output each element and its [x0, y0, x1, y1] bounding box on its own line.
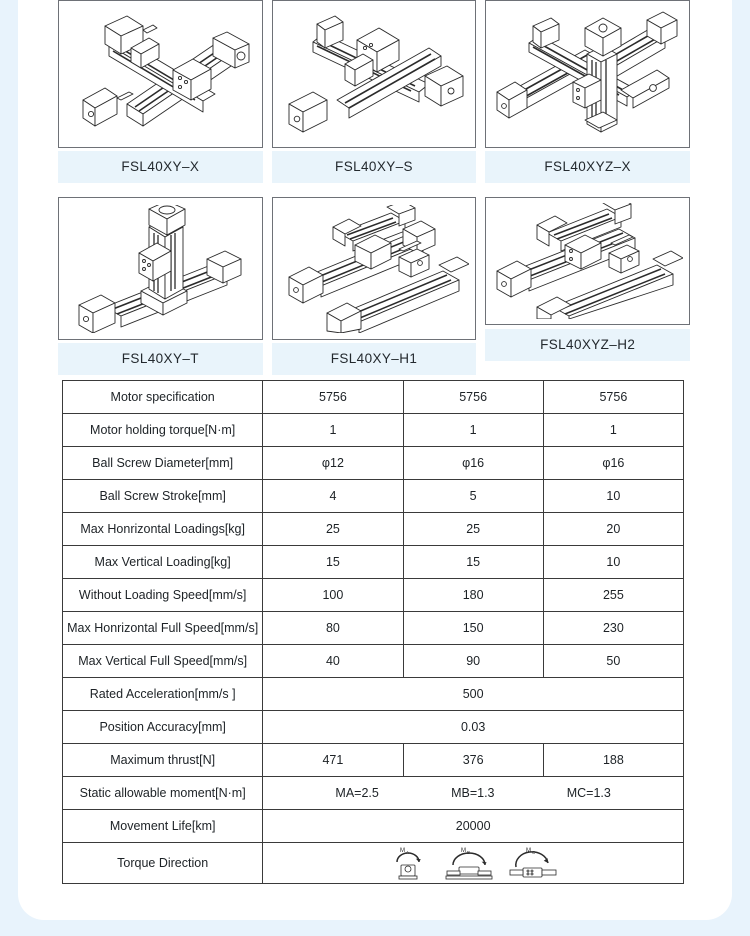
table-row — [63, 645, 684, 678]
row-value-3: 10 — [543, 546, 683, 579]
xy-gantry-t-diagram — [65, 205, 255, 333]
row-value-1: 1 — [263, 414, 403, 447]
row-label: Ball Screw Diameter[mm] — [63, 447, 263, 480]
row-value-2: 5756 — [403, 381, 543, 414]
row-label: Motor holding torque[N·m] — [63, 414, 263, 447]
row-value-1: 25 — [263, 513, 403, 546]
table-row — [63, 744, 684, 777]
table-row — [63, 513, 684, 546]
row-label: Motor specification — [63, 381, 263, 414]
product-card-4[interactable] — [272, 197, 477, 375]
table-row — [63, 579, 684, 612]
row-value-3: 50 — [543, 645, 683, 678]
row-value-3: φ16 — [543, 447, 683, 480]
product-figure-2 — [485, 0, 690, 148]
product-caption-3: FSL40XY–T — [58, 343, 263, 375]
row-value-1: 80 — [263, 612, 403, 645]
product-figure-3 — [58, 197, 263, 340]
row-label: Max Honrizontal Full Speed[mm/s] — [63, 612, 263, 645]
table-row — [63, 678, 684, 711]
torque-mb-icon — [441, 843, 497, 883]
product-card-2[interactable] — [485, 0, 690, 183]
row-value-3: 255 — [543, 579, 683, 612]
row-label: Rated Acceleration[mm/s ] — [63, 678, 263, 711]
row-value-1: 5756 — [263, 381, 403, 414]
row-value-2: 5 — [403, 480, 543, 513]
row-value-1: 4 — [263, 480, 403, 513]
xyz-gantry-h2-diagram — [493, 203, 683, 319]
row-value-torque — [263, 843, 684, 884]
product-figure-5 — [485, 197, 690, 325]
specification-table-body — [63, 381, 684, 884]
row-value-2: 15 — [403, 546, 543, 579]
row-value-1: 100 — [263, 579, 403, 612]
row-value-2: φ16 — [403, 447, 543, 480]
product-figure-1 — [272, 0, 477, 148]
row-value-2: 90 — [403, 645, 543, 678]
product-row-1 — [58, 0, 690, 183]
product-caption-2: FSL40XYZ–X — [485, 151, 690, 183]
row-label: Position Accuracy[mm] — [63, 711, 263, 744]
product-gallery — [58, 0, 690, 375]
torque-mb-label: M — [461, 848, 467, 854]
specification-table-wrap — [62, 380, 684, 884]
product-caption-4: FSL40XY–H1 — [272, 343, 477, 375]
product-caption-5: FSL40XYZ–H2 — [485, 329, 690, 361]
torque-mc-icon — [506, 843, 560, 883]
svg-text:C: C — [532, 850, 536, 855]
xy-gantry-diagram — [65, 8, 255, 140]
product-card-5[interactable] — [485, 197, 690, 361]
row-value-2: 180 — [403, 579, 543, 612]
row-label: Movement Life[km] — [63, 810, 263, 843]
svg-text:B: B — [467, 850, 471, 855]
moment-ma: MA=2.5 — [335, 786, 379, 800]
table-row — [63, 843, 684, 884]
table-row — [63, 546, 684, 579]
row-value-merged: 500 — [263, 678, 684, 711]
row-value-1: φ12 — [263, 447, 403, 480]
row-value-3: 1 — [543, 414, 683, 447]
row-value-moment — [263, 777, 684, 810]
table-row — [63, 480, 684, 513]
moment-mc: MC=1.3 — [566, 786, 611, 800]
table-row — [63, 777, 684, 810]
row-value-1: 40 — [263, 645, 403, 678]
product-caption-1: FSL40XY–S — [272, 151, 477, 183]
product-figure-4 — [272, 197, 477, 340]
table-row — [63, 810, 684, 843]
torque-mc-label: M — [526, 848, 532, 854]
row-value-3: 10 — [543, 480, 683, 513]
row-value-2: 1 — [403, 414, 543, 447]
product-card-3[interactable] — [58, 197, 263, 375]
row-label: Max Vertical Loading[kg] — [63, 546, 263, 579]
specification-table — [62, 380, 684, 884]
row-value-3: 5756 — [543, 381, 683, 414]
table-row — [63, 612, 684, 645]
row-value-merged: 20000 — [263, 810, 684, 843]
xy-gantry-s-diagram — [279, 8, 469, 140]
table-row — [63, 414, 684, 447]
product-figure-0 — [58, 0, 263, 148]
row-label: Without Loading Speed[mm/s] — [63, 579, 263, 612]
row-label: Max Vertical Full Speed[mm/s] — [63, 645, 263, 678]
product-card-1[interactable] — [272, 0, 477, 183]
row-value-1: 471 — [263, 744, 403, 777]
xyz-gantry-diagram — [493, 8, 683, 140]
row-value-3: 230 — [543, 612, 683, 645]
row-value-1: 15 — [263, 546, 403, 579]
row-label: Max Honrizontal Loadings[kg] — [63, 513, 263, 546]
row-value-2: 25 — [403, 513, 543, 546]
torque-ma-label: M — [400, 848, 406, 854]
product-row-2 — [58, 197, 690, 375]
torque-ma-icon — [386, 843, 432, 883]
product-card-0[interactable] — [58, 0, 263, 183]
table-row — [63, 711, 684, 744]
xy-gantry-h1-diagram — [279, 205, 469, 333]
row-label: Torque Direction — [63, 843, 263, 884]
row-value-3: 188 — [543, 744, 683, 777]
moment-mb: MB=1.3 — [451, 786, 495, 800]
row-value-2: 150 — [403, 612, 543, 645]
row-value-3: 20 — [543, 513, 683, 546]
table-row — [63, 381, 684, 414]
moment-values — [265, 786, 681, 800]
row-value-2: 376 — [403, 744, 543, 777]
row-label: Maximum thrust[N] — [63, 744, 263, 777]
product-caption-0: FSL40XY–X — [58, 151, 263, 183]
table-row — [63, 447, 684, 480]
svg-text:A: A — [406, 850, 410, 855]
row-label: Static allowable moment[N·m] — [63, 777, 263, 810]
torque-direction-icons — [265, 843, 681, 883]
row-label: Ball Screw Stroke[mm] — [63, 480, 263, 513]
row-value-merged: 0.03 — [263, 711, 684, 744]
